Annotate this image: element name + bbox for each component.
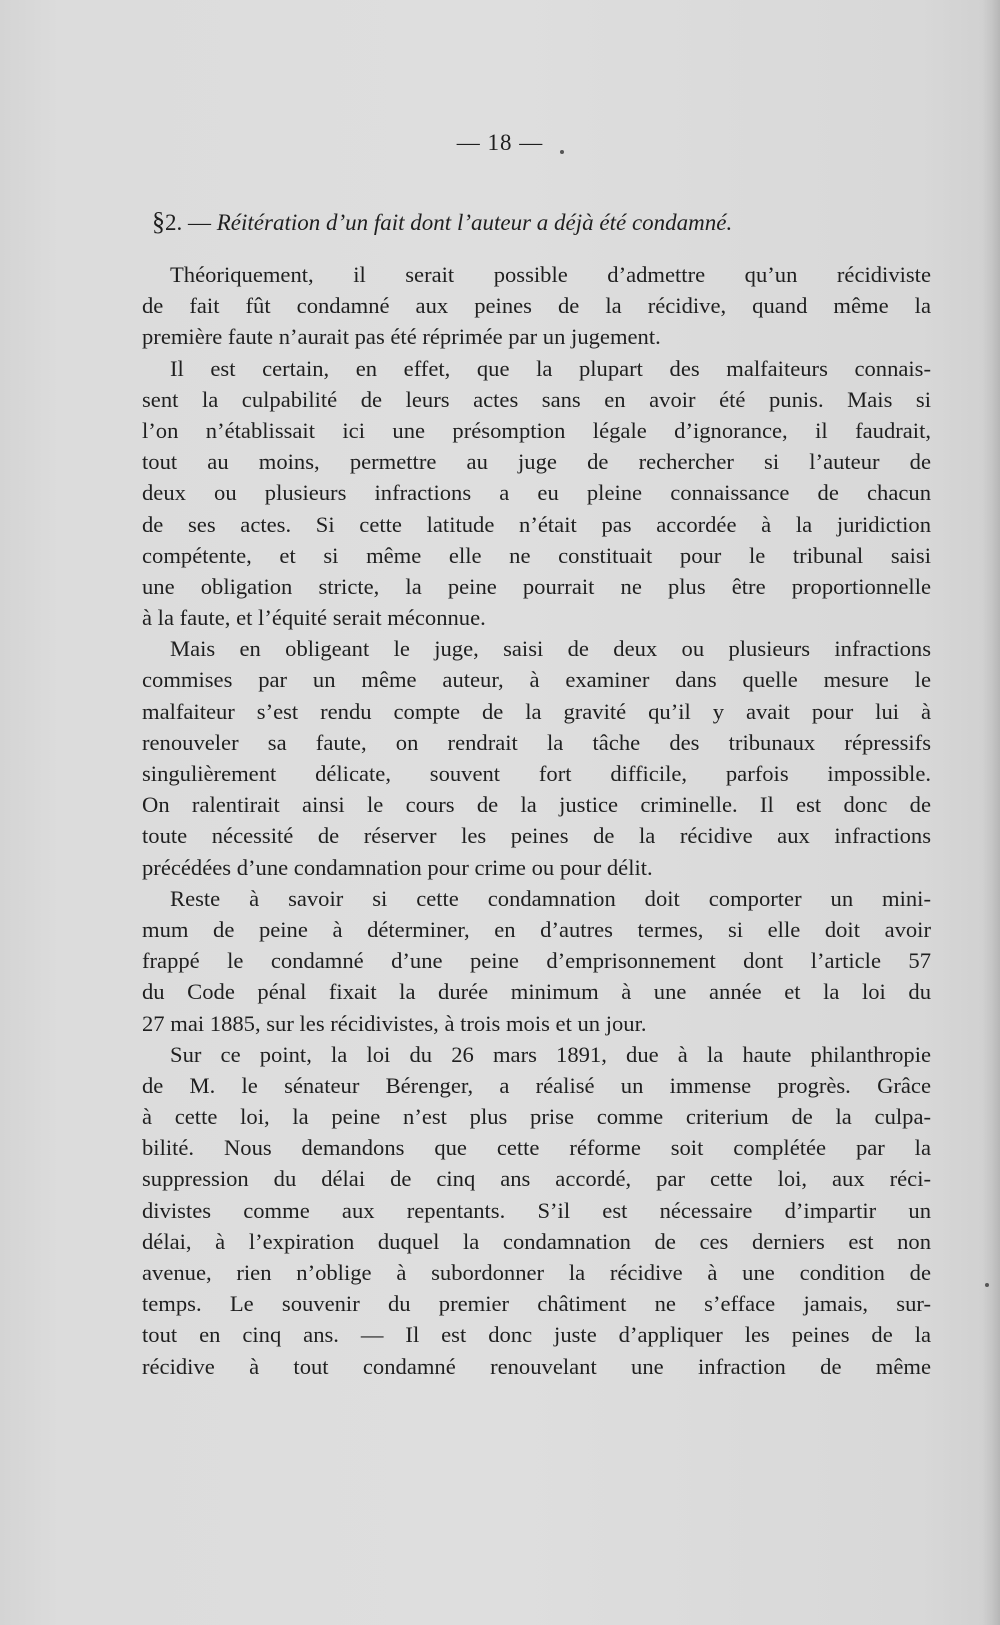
text-line: frappé le condamné d’une peine d’emprisonnement dont l’article 57 xyxy=(142,948,931,974)
text-line: deux ou plusieurs infractions a eu pleine connaissance de chacun xyxy=(142,480,931,506)
page-speck xyxy=(560,150,564,154)
text-line: Reste à savoir si cette condamnation doit comporter un mini- xyxy=(170,885,931,911)
text-line: récidive à tout condamné renouvelant une infraction de même xyxy=(142,1353,931,1379)
text-line: temps. Le souvenir du premier châtiment ne s’efface jamais, sur- xyxy=(142,1291,931,1317)
text-line: tout en cinq ans. — Il est donc juste d’appliquer les peines de la xyxy=(142,1322,931,1348)
section-number: 2. xyxy=(165,210,183,235)
text-line: une obligation stricte, la peine pourrait ne plus être proportionnelle xyxy=(142,573,931,599)
text-line: Mais en obligeant le juge, saisi de deux ou plusieurs infractions xyxy=(170,636,931,662)
section-dash: — xyxy=(188,210,211,235)
page-speck xyxy=(985,1283,989,1287)
section-title: Réitération d’un fait dont l’auteur a déjà été condamné. xyxy=(216,210,733,235)
text-line: renouveler sa faute, on rendrait la tâche des tribunaux répressifs xyxy=(142,729,931,755)
text-line: toute nécessité de réserver les peines de la récidive aux infractions xyxy=(142,823,931,849)
body-text xyxy=(142,259,931,1382)
text-line: avenue, rien n’oblige à subordonner la récidive à une condition de xyxy=(142,1260,931,1285)
text-line: à cette loi, la peine n’est plus prise comme criterium de la culpa- xyxy=(142,1104,931,1130)
text-line: On ralentirait ainsi le cours de la justice criminelle. Il est donc de xyxy=(142,792,931,818)
text-line: précédées d’une condamnation pour crime ou pour délit. xyxy=(142,854,653,880)
text-line: 27 mai 1885, sur les récidivistes, à trois mois et un jour. xyxy=(142,1010,647,1036)
text-line: commises par un même auteur, à examiner dans quelle mesure le xyxy=(142,667,931,693)
text-line: Théoriquement, il serait possible d’admettre qu’un récidiviste xyxy=(170,262,931,287)
text-line: singulièrement délicate, souvent fort difficile, parfois impossible. xyxy=(142,761,931,786)
text-line: tout au moins, permettre au juge de rechercher si l’auteur de xyxy=(142,449,931,475)
section-heading xyxy=(152,207,932,237)
text-line: de ses actes. Si cette latitude n’était pas accordée à la juridiction xyxy=(142,511,931,537)
text-line: bilité. Nous demandons que cette réforme soit complétée par la xyxy=(142,1135,931,1161)
page-edge-shadow xyxy=(982,0,1000,1625)
text-line: l’on n’établissait ici une présomption légale d’ignorance, il faudrait, xyxy=(142,417,931,443)
text-line: à la faute, et l’équité serait méconnue. xyxy=(142,605,486,631)
text-line: Sur ce point, la loi du 26 mars 1891, due à la haute philanthropie xyxy=(170,1041,931,1067)
text-line: première faute n’aurait pas été réprimée par un jugement. xyxy=(142,324,661,350)
text-line: malfaiteur s’est rendu compte de la gravité qu’il y avait pour lui à xyxy=(142,698,931,724)
section-sign: § xyxy=(152,207,165,236)
page-number: — 18 — xyxy=(456,130,544,155)
text-line: de M. le sénateur Bérenger, a réalisé un immense progrès. Grâce xyxy=(142,1072,931,1098)
text-line: du Code pénal fixait la durée minimum à une année et la loi du xyxy=(142,979,931,1005)
text-line: Il est certain, en effet, que la plupart des malfaiteurs connais- xyxy=(170,355,931,381)
text-line: de fait fût condamné aux peines de la récidive, quand même la xyxy=(142,293,931,319)
text-line: délai, à l’expiration duquel la condamnation de ces derniers est non xyxy=(142,1228,931,1254)
text-line: mum de peine à déterminer, en d’autres termes, si elle doit avoir xyxy=(142,916,931,942)
text-line: divistes comme aux repentants. S’il est nécessaire d’impartir un xyxy=(142,1197,931,1223)
text-line: sent la culpabilité de leurs actes sans en avoir été punis. Mais si xyxy=(142,386,931,412)
text-line: suppression du délai de cinq ans accordé, par cette loi, aux réci- xyxy=(142,1166,931,1192)
text-line: compétente, et si même elle ne constituait pour le tribunal saisi xyxy=(142,542,931,568)
